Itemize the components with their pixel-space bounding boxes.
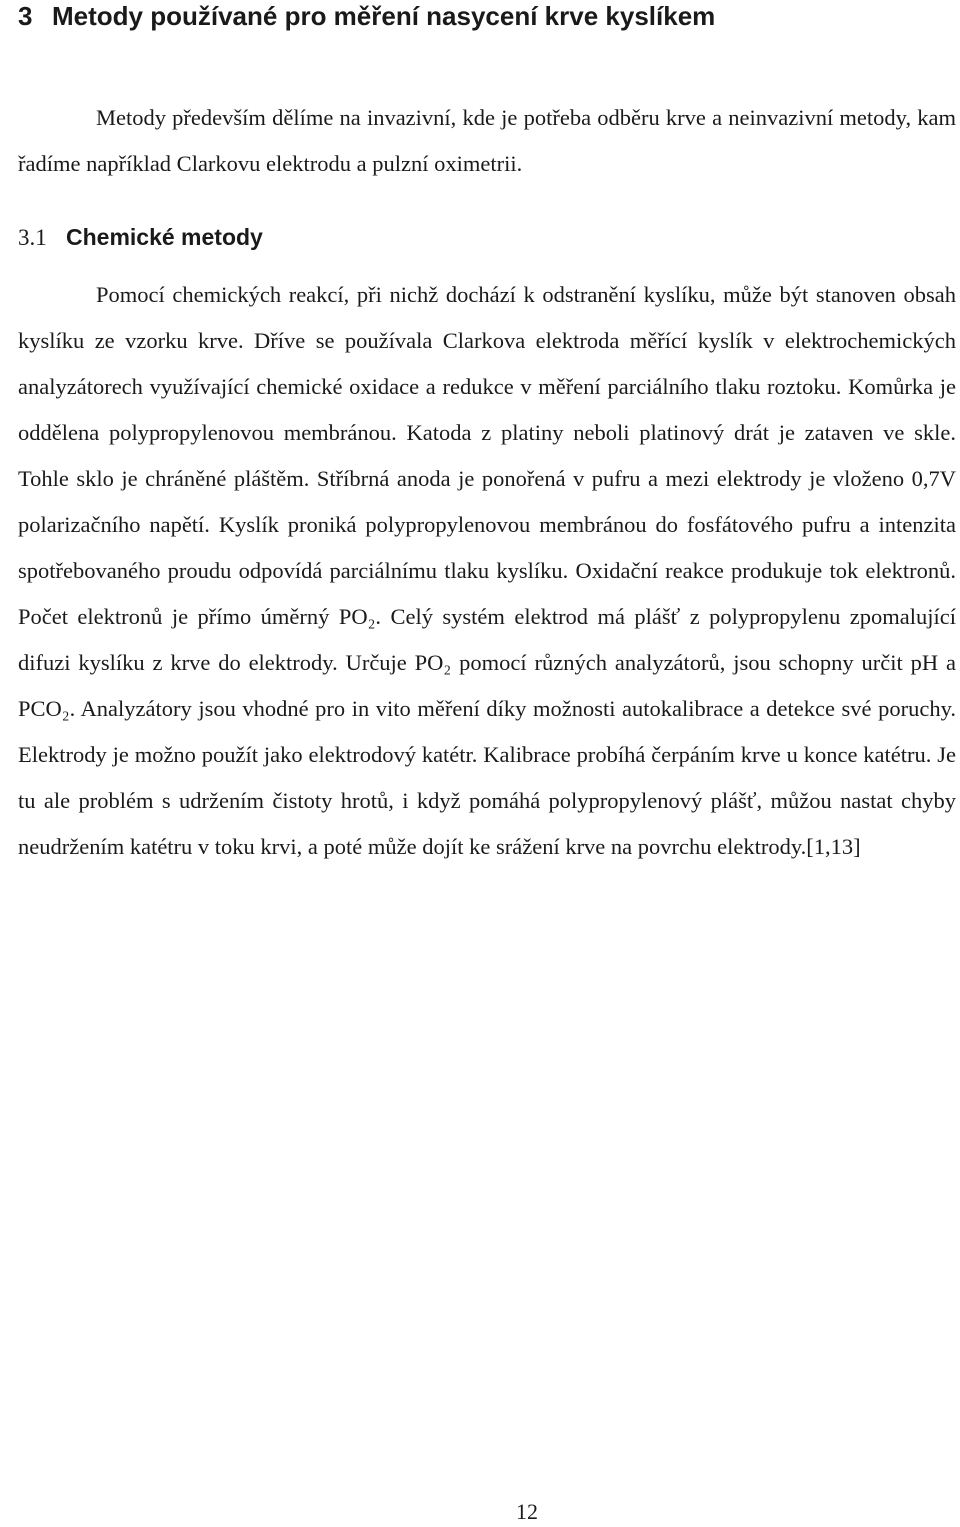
chapter-number: 3 <box>18 1 33 31</box>
chapter-title: Metody používané pro měření nasycení krve kyslíkem <box>52 1 716 31</box>
page-number: 12 <box>516 1499 538 1524</box>
section-number: 3.1 <box>18 225 47 250</box>
section-title: Chemické metody <box>66 224 263 250</box>
intro-paragraph: Metody především dělíme na invazivní, kde je potřeba odběru krve a neinvazivní metody, kam řadíme například Clarkovu elektrodu a pulzní oximetrii. <box>18 105 956 176</box>
body-paragraph: Pomocí chemických reakcí, při nichž dochází k odstranění kyslíku, může být stanoven obsah kyslíku ze vzorku krve. Dříve se používala Clarkova elektroda měřící kyslík v elektrochemických analyzátorech využívající chemické oxidace a redukce v měření parciálního tlaku roztoku. Komůrka je oddělena polypropylenovou membránou. Katoda z platiny neboli platinový drát je zataven ve skle. Tohle sklo je chráněné pláštěm. Stříbrná anoda je ponořená v pufru a mezi elektrody je vloženo 0,7V polarizačního napětí. Kyslík proniká polypropylenovou membránou do fosfátového pufru a intenzita spotřebovaného proudu odpovídá parciálnímu tlaku kyslíku. Oxidační reakce produkuje tok elektronů. Počet elektronů je přímo úměrný PO₂. Celý systém elektrod má plášť z polypropylenu zpomalující difuzi kyslíku z krve do elektrody. Určuje PO₂ pomocí různých analyzátorů, jsou schopny určit pH a PCO₂. Analyzátory jsou vhodné pro in vito měření díky možnosti autokalibrace a detekce své poruchy. Elektrody je možno použít jako elektrodový katétr. Kalibrace probíhá čerpáním krve u konce katétru. Je tu ale problém s udržením čistoty hrotů, i když pomáhá polypropylenový plášť, můžou nastat chyby neudržením katétru v toku krvi, a poté může dojít ke srážení krve na povrchu elektrody.[1,13] <box>18 282 956 859</box>
section-heading <box>18 218 263 257</box>
chapter-heading <box>18 0 715 34</box>
